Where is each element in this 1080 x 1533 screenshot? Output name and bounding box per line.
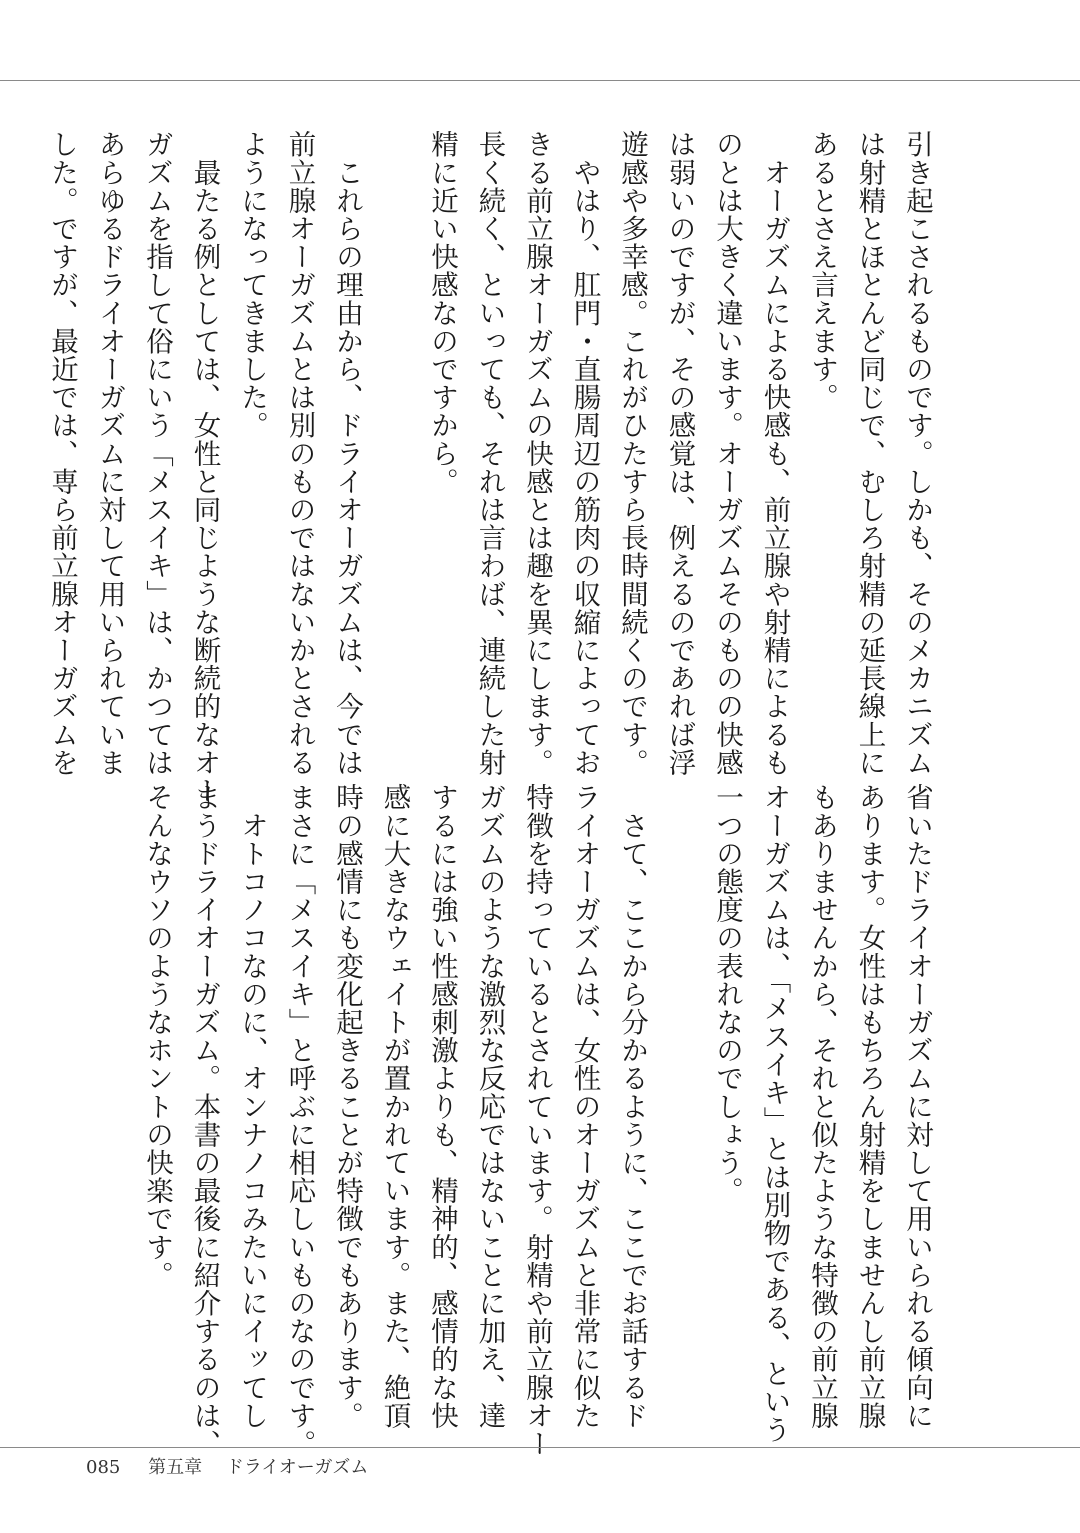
chapter-label: 第五章 bbox=[148, 1457, 203, 1478]
blank-column bbox=[655, 783, 703, 1393]
text-column: これらの理由から、ドライオーガズムは、今では bbox=[331, 130, 363, 777]
text-column: は射精とほとんど同じで、むしろ射精の延長線上に bbox=[853, 130, 886, 777]
bottom-rule bbox=[0, 1447, 1080, 1448]
text-column: ライオーガズムは、女性のオーガズムと非常に似た bbox=[568, 783, 601, 1430]
text-column: ようになってきました。 bbox=[236, 130, 268, 440]
text-column: 引き起こされるものです。しかも、そのメカニズム bbox=[901, 130, 933, 777]
text-column: オーガズムによる快感も、前立腺や射精によるも bbox=[758, 130, 791, 777]
text-column: まうドライオーガズム。本書の最後に紹介するのは、 bbox=[188, 783, 221, 1458]
upper-text-block bbox=[38, 130, 941, 805]
page-number: 085 bbox=[86, 1457, 121, 1478]
lower-text-block bbox=[133, 783, 941, 1458]
text-column: 一つの態度の表れなのでしょう。 bbox=[711, 783, 743, 1205]
page-footer bbox=[86, 1456, 368, 1480]
blank-column bbox=[370, 130, 418, 730]
text-column: 最たる例としては、女性と同じような断続的なオー bbox=[188, 130, 221, 805]
text-column: 精に近い快感なのですから。 bbox=[426, 130, 458, 496]
text-column: 特徴を持っているとされています。射精や前立腺オー bbox=[521, 783, 553, 1458]
text-column: さて、ここから分かるように、ここでお話するド bbox=[616, 783, 648, 1430]
top-rule bbox=[0, 80, 1080, 81]
chapter-title: ドライオーガズム bbox=[225, 1457, 369, 1478]
text-column: ガズムのような激烈な反応ではないことに加え、達 bbox=[473, 783, 506, 1430]
text-column: 遊感や多幸感。これがひたすら長時間続くのです。 bbox=[616, 130, 648, 777]
text-column: 前立腺オーガズムとは別のものではないかとされる bbox=[283, 130, 316, 777]
text-column: あらゆるドライオーガズムに対して用いられていま bbox=[93, 130, 126, 777]
text-column: あるとさえ言えます。 bbox=[806, 130, 838, 411]
text-column: やはり、肛門・直腸周辺の筋肉の収縮によってお bbox=[568, 130, 601, 777]
text-column: 感に大きなウェイトが置かれています。また、絶頂 bbox=[378, 783, 411, 1430]
text-column: するには強い性感刺激よりも、精神的、感情的な快 bbox=[426, 783, 458, 1430]
text-column: 時の感情にも変化起きることが特徴でもあります。 bbox=[331, 783, 363, 1430]
text-column: オーガズムは、「メスイキ」とは別物である、という bbox=[758, 783, 791, 1444]
text-column: そんなウソのようなホントの快楽です。 bbox=[141, 783, 173, 1289]
text-column: まさに「メスイキ」と呼ぶに相応しいものなのです。 bbox=[283, 783, 316, 1458]
text-column: 省いたドライオーガズムに対して用いられる傾向に bbox=[901, 783, 933, 1430]
text-column: オトコノコなのに、オンナノコみたいにイッてし bbox=[236, 783, 268, 1430]
text-column: は弱いのですが、その感覚は、例えるのであれば浮 bbox=[663, 130, 696, 777]
text-column: もありませんから、それと似たような特徴の前立腺 bbox=[806, 783, 838, 1430]
text-column: 長く続く、といっても、それは言わば、連続した射 bbox=[473, 130, 506, 777]
text-column: きる前立腺オーガズムの快感とは趣を異にします。 bbox=[521, 130, 553, 777]
text-column: のとは大きく違います。オーガズムそのものの快感 bbox=[711, 130, 743, 777]
text-column: ガズムを指して俗にいう「メスイキ」は、かつては bbox=[141, 130, 173, 777]
text-column: した。ですが、最近では、専ら前立腺オーガズムを bbox=[46, 130, 78, 777]
text-column: あります。女性はもちろん射精をしませんし前立腺 bbox=[853, 783, 886, 1430]
